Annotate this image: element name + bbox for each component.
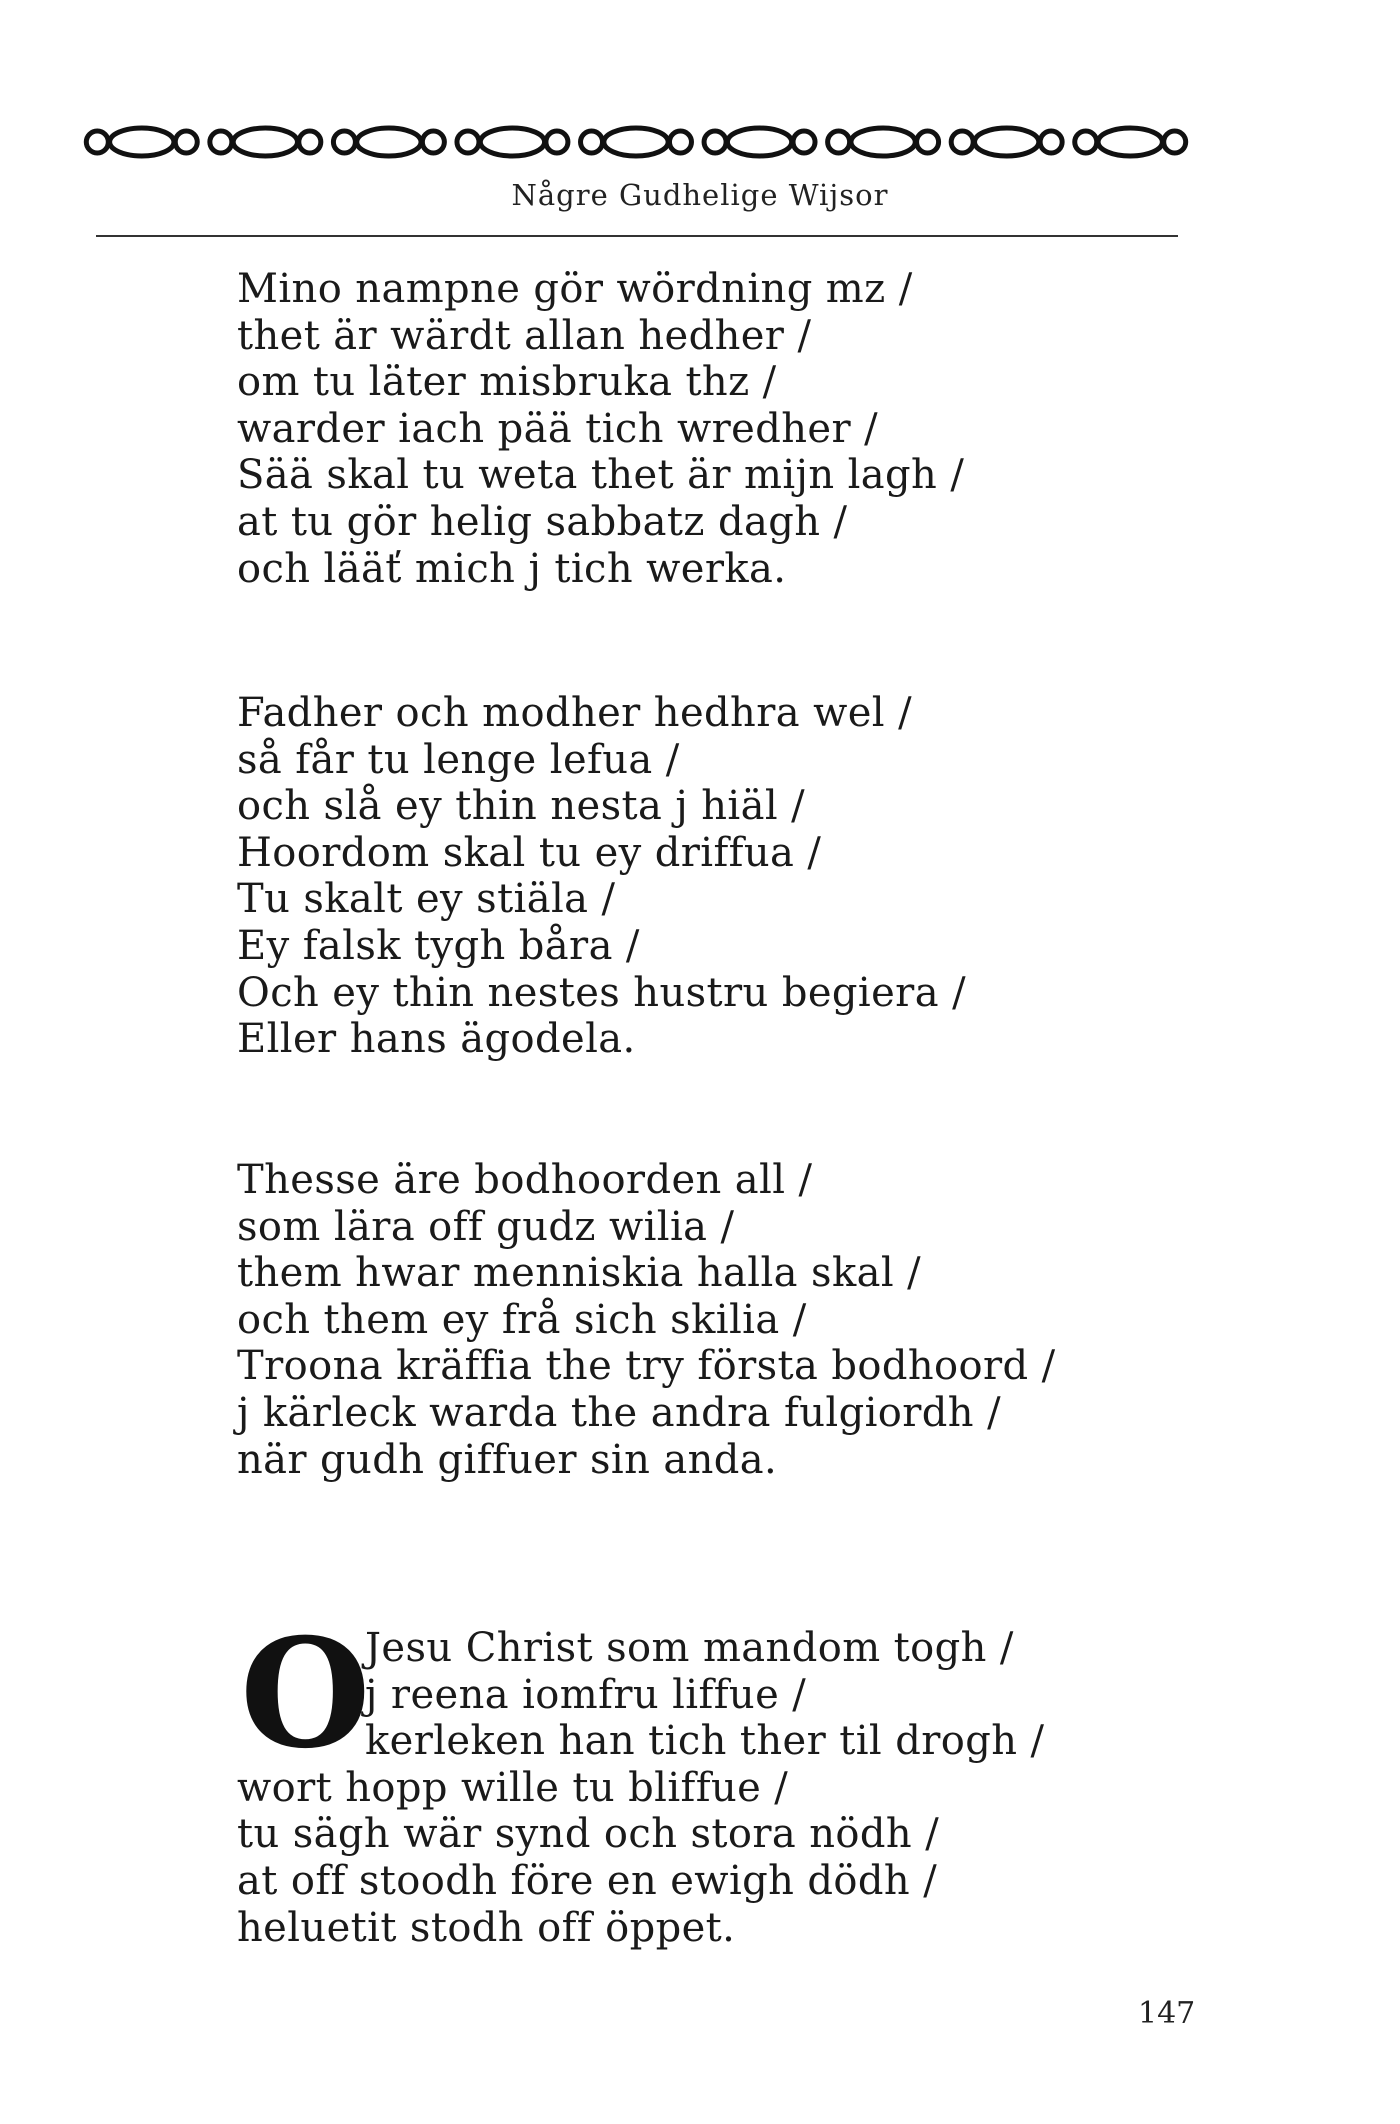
verse-line: at tu gör helig sabbatz dagh / <box>237 498 848 545</box>
chain-link <box>975 128 1039 156</box>
verse-line: Troona kräffia the try första bodhoord / <box>237 1343 1056 1390</box>
verse-line: och slå ey thin nesta j hiäl / <box>237 783 806 830</box>
verse-line: Thesse äre bodhoorden all / <box>237 1157 813 1203</box>
verse-line: och lääť mich j tich werka. <box>237 545 787 592</box>
chain-ring <box>828 131 850 153</box>
verse-line: Tu skalt ey stiäla / <box>237 876 616 923</box>
chain-ring <box>793 131 815 153</box>
verse-line: och them ey frå sich skilia / <box>237 1296 807 1343</box>
verse-line: Jesu Christ som mandom togh / <box>365 1625 1014 1671</box>
verse-line: j kärleck warda the andra fulgiordh / <box>237 1389 1001 1436</box>
chain-ring <box>333 131 355 153</box>
chain-link <box>604 128 668 156</box>
page-number: 147 <box>1138 1996 1196 2031</box>
chain-ring <box>581 131 603 153</box>
chain-ring <box>1075 131 1097 153</box>
verse-line: Mino nampne gör wördning mz / <box>237 266 913 312</box>
verse-line: kerleken han tich ther til drogh / <box>365 1718 1045 1765</box>
verse-line: Fadher och modher hedhra wel / <box>237 690 912 736</box>
chain-link <box>233 128 297 156</box>
verse-line: Hoordom skal tu ey driffua / <box>237 829 822 876</box>
stanza-3 <box>237 1157 1056 1483</box>
chain-ring <box>546 131 568 153</box>
verse-line: at off stoodh före en ewigh dödh / <box>237 1857 938 1904</box>
chain-link <box>110 128 174 156</box>
verse-line: warder iach pää tich wredher / <box>237 405 878 452</box>
chain-link <box>851 128 915 156</box>
stanza-2 <box>237 690 966 1063</box>
verse-line: heluetit stodh off öppet. <box>237 1904 736 1951</box>
chain-link <box>727 128 791 156</box>
verse-line: j reena iomfru liffue / <box>365 1671 807 1718</box>
verse-line: om tu läter misbruka thz / <box>237 359 777 406</box>
verse-line: Eller hans ägodela. <box>237 1016 636 1063</box>
stanza-4 <box>237 1625 1044 1951</box>
running-head: Någre Gudhelige Wijsor <box>511 178 889 212</box>
chain-ring <box>704 131 726 153</box>
verse-line: tu sägh wär synd och stora nödh / <box>237 1811 940 1858</box>
chain-link <box>480 128 544 156</box>
chain-ring <box>175 131 197 153</box>
chain-ring <box>457 131 479 153</box>
verse-line: Och ey thin nestes hustru begiera / <box>237 969 966 1016</box>
chain-ring <box>299 131 321 153</box>
verse-line: Sää skal tu weta thet är mijn lagh / <box>237 452 965 499</box>
header-rule <box>96 235 1178 237</box>
verse-line: Ey falsk tygh båra / <box>237 922 640 969</box>
chain-ring <box>917 131 939 153</box>
verse-line: thet är wärdt allan hedher / <box>237 312 812 359</box>
chain-ring <box>669 131 691 153</box>
verse-line: när gudh giffuer sin anda. <box>237 1436 778 1483</box>
chain-ring <box>86 131 108 153</box>
stanza-1 <box>237 266 964 592</box>
decorative-chain-border <box>80 118 1192 166</box>
chain-ring <box>422 131 444 153</box>
chain-link <box>1098 128 1162 156</box>
chain-link <box>357 128 421 156</box>
chain-ring <box>1040 131 1062 153</box>
verse-line: så får tu lenge lefua / <box>237 736 680 783</box>
drop-cap-letter: O <box>240 1606 371 1782</box>
chain-ring <box>951 131 973 153</box>
verse-line: som lära off gudz wilia / <box>237 1203 735 1250</box>
chain-ring <box>210 131 232 153</box>
verse-line: them hwar menniskia halla skal / <box>237 1250 922 1297</box>
verse-line: wort hopp wille tu bliffue / <box>237 1764 789 1811</box>
chain-ring <box>1164 131 1186 153</box>
